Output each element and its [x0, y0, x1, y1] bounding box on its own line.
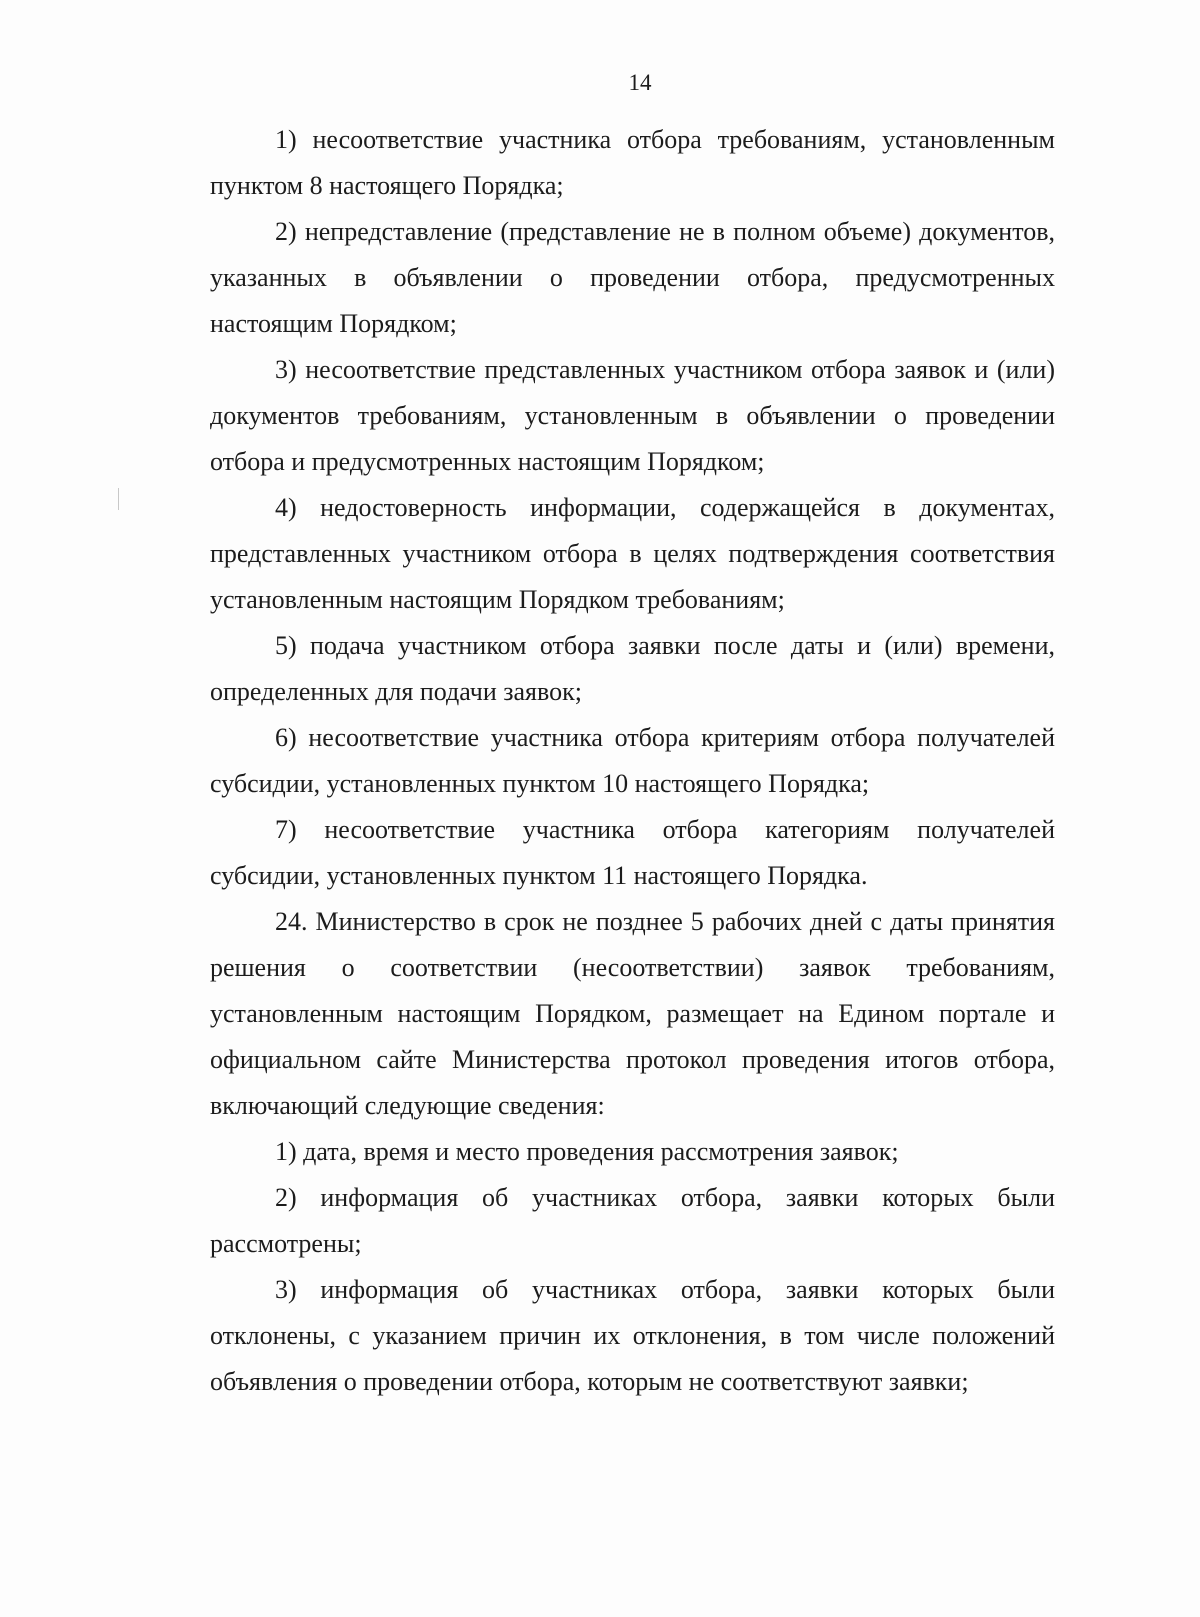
page-number: 14 — [628, 70, 652, 95]
paragraph-subitem-1: 1) дата, время и место проведения рассмотрения заявок; — [275, 1137, 899, 1166]
scan-artifact — [118, 488, 119, 510]
paragraph-item-7: 7) несоответствие участника отбора категориям получателей субсидии, установленных пунктом 11 настоящего Порядка. — [210, 815, 1055, 890]
paragraph-item-2: 2) непредставление (представление не в полном объеме) документов, указанных в объявлении о проведении отбора, предусмотренных настоящим Порядком; — [210, 217, 1055, 338]
paragraph-subitem-3: 3) информация об участниках отбора, заявки которых были отклонены, с указанием причин их отклонения, в том числе положений объявления о проведении отбора, которым не соответствуют заявки; — [210, 1275, 1055, 1396]
paragraph-item-1: 1) несоответствие участника отбора требованиям, установленным пунктом 8 настоящего Порядка; — [210, 125, 1055, 200]
paragraph-item-6: 6) несоответствие участника отбора критериям отбора получателей субсидии, установленных пунктом 10 настоящего Порядка; — [210, 723, 1055, 798]
paragraph-item-4: 4) недостоверность информации, содержащейся в документах, представленных участником отбора в целях подтверждения соответствия установленным настоящим Порядком требованиям; — [210, 493, 1055, 614]
paragraph-item-5: 5) подача участником отбора заявки после даты и (или) времени, определенных для подачи заявок; — [210, 631, 1055, 706]
document-body — [210, 117, 1055, 1405]
paragraph-subitem-2: 2) информация об участниках отбора, заявки которых были рассмотрены; — [210, 1183, 1055, 1258]
paragraph-section-24: 24. Министерство в срок не позднее 5 рабочих дней с даты принятия решения о соответствии (несоответствии) заявок требованиям, установленным настоящим Порядком, размещает на Едином портале и официальном сайте Министерства протокол проведения итогов отбора, включающий следующие сведения: — [210, 907, 1055, 1120]
paragraph-item-3: 3) несоответствие представленных участником отбора заявок и (или) документов требованиям, установленным в объявлении о проведении отбора и предусмотренных настоящим Порядком; — [210, 355, 1055, 476]
